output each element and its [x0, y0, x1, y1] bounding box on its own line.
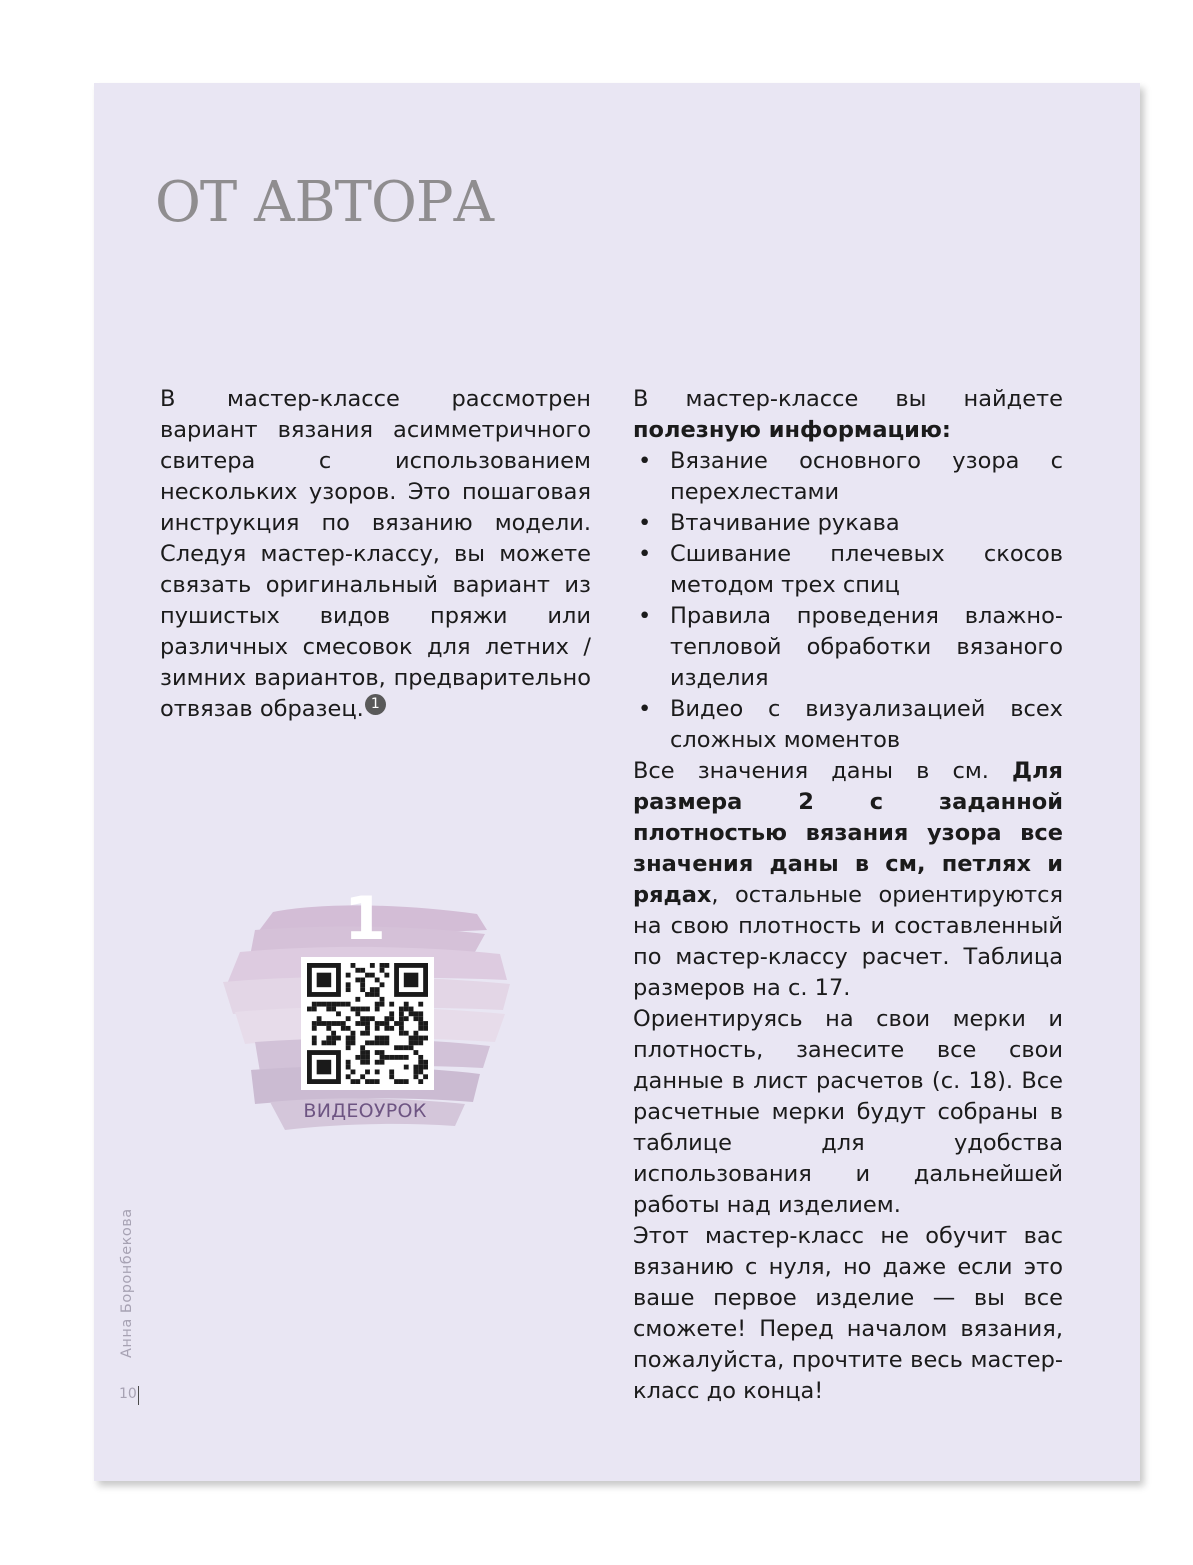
info-bullet-list [633, 446, 1063, 756]
info-intro [633, 384, 1063, 446]
side-footer [113, 1190, 143, 1470]
side-divider [138, 1386, 139, 1405]
measurements-paragraph: Ориентируясь на свои мерки и плотность, занесите все свои данные в лист расчетов (с. 18). Все расчетные мерки будут собраны в таблице для удобства использования и дальнейшей работы над изделием. [633, 1006, 1063, 1218]
qr-code[interactable] [301, 957, 434, 1090]
units-paragraph [633, 756, 1063, 1004]
bullet-item: • Втачивание рукава [633, 508, 1063, 539]
units-bold: Для размера 2 с заданной плотностью вязания узора все значения даны в см, петлях и рядах [633, 758, 1063, 908]
page-title: ОТ АВТОРА [155, 170, 494, 235]
video-lesson-block[interactable] [215, 884, 515, 1150]
video-number: 1 [344, 884, 386, 954]
info-column [633, 384, 1063, 1407]
page-number: 10 [119, 1386, 137, 1402]
bullet-item: • Сшивание плечевых скосов методом трех спиц [633, 539, 1063, 601]
info-intro-text: В мастер-классе вы найдете [633, 386, 1063, 412]
closing-paragraph: Этот мастер-класс не обучит вас вязанию с нуля, но даже если это ваше первое изделие — вы все сможете! Перед началом вязания, пожалуйста, прочтите весь мастер-класс до конца! [633, 1223, 1063, 1404]
qr-code-icon [307, 963, 428, 1084]
video-lesson-label: ВИДЕОУРОК [303, 1100, 427, 1122]
bullet-item: • Правила проведения влажно-тепловой обработки вязаного изделия [633, 601, 1063, 694]
footnote-marker: 1 [365, 694, 386, 715]
author-name: Анна Боронбекова [119, 1208, 135, 1358]
units-text-end: , остальные ориентируются на свою плотность и составленный по мастер-классу расчет. Таблица размеров на с. 17. [633, 882, 1063, 1001]
bullet-item: • Видео с визуализацией всех сложных моментов [633, 694, 1063, 756]
bullet-item: • Вязание основного узора с перехлестами [633, 446, 1063, 508]
info-intro-bold: полезную информацию: [633, 417, 951, 443]
intro-column [160, 384, 591, 725]
units-text: Все значения даны в см. [633, 758, 1013, 784]
intro-paragraph: В мастер-классе рассмотрен вариант вязания асимметричного свитера с использованием нескольких узоров. Это пошаговая инструкция по вязанию модели. Следуя мастер-классу, вы можете связать оригинальный вариант из пушистых видов пряжи или различных смесовок для летних / зимних вариантов, предварительно отвязав образец. [160, 386, 591, 722]
